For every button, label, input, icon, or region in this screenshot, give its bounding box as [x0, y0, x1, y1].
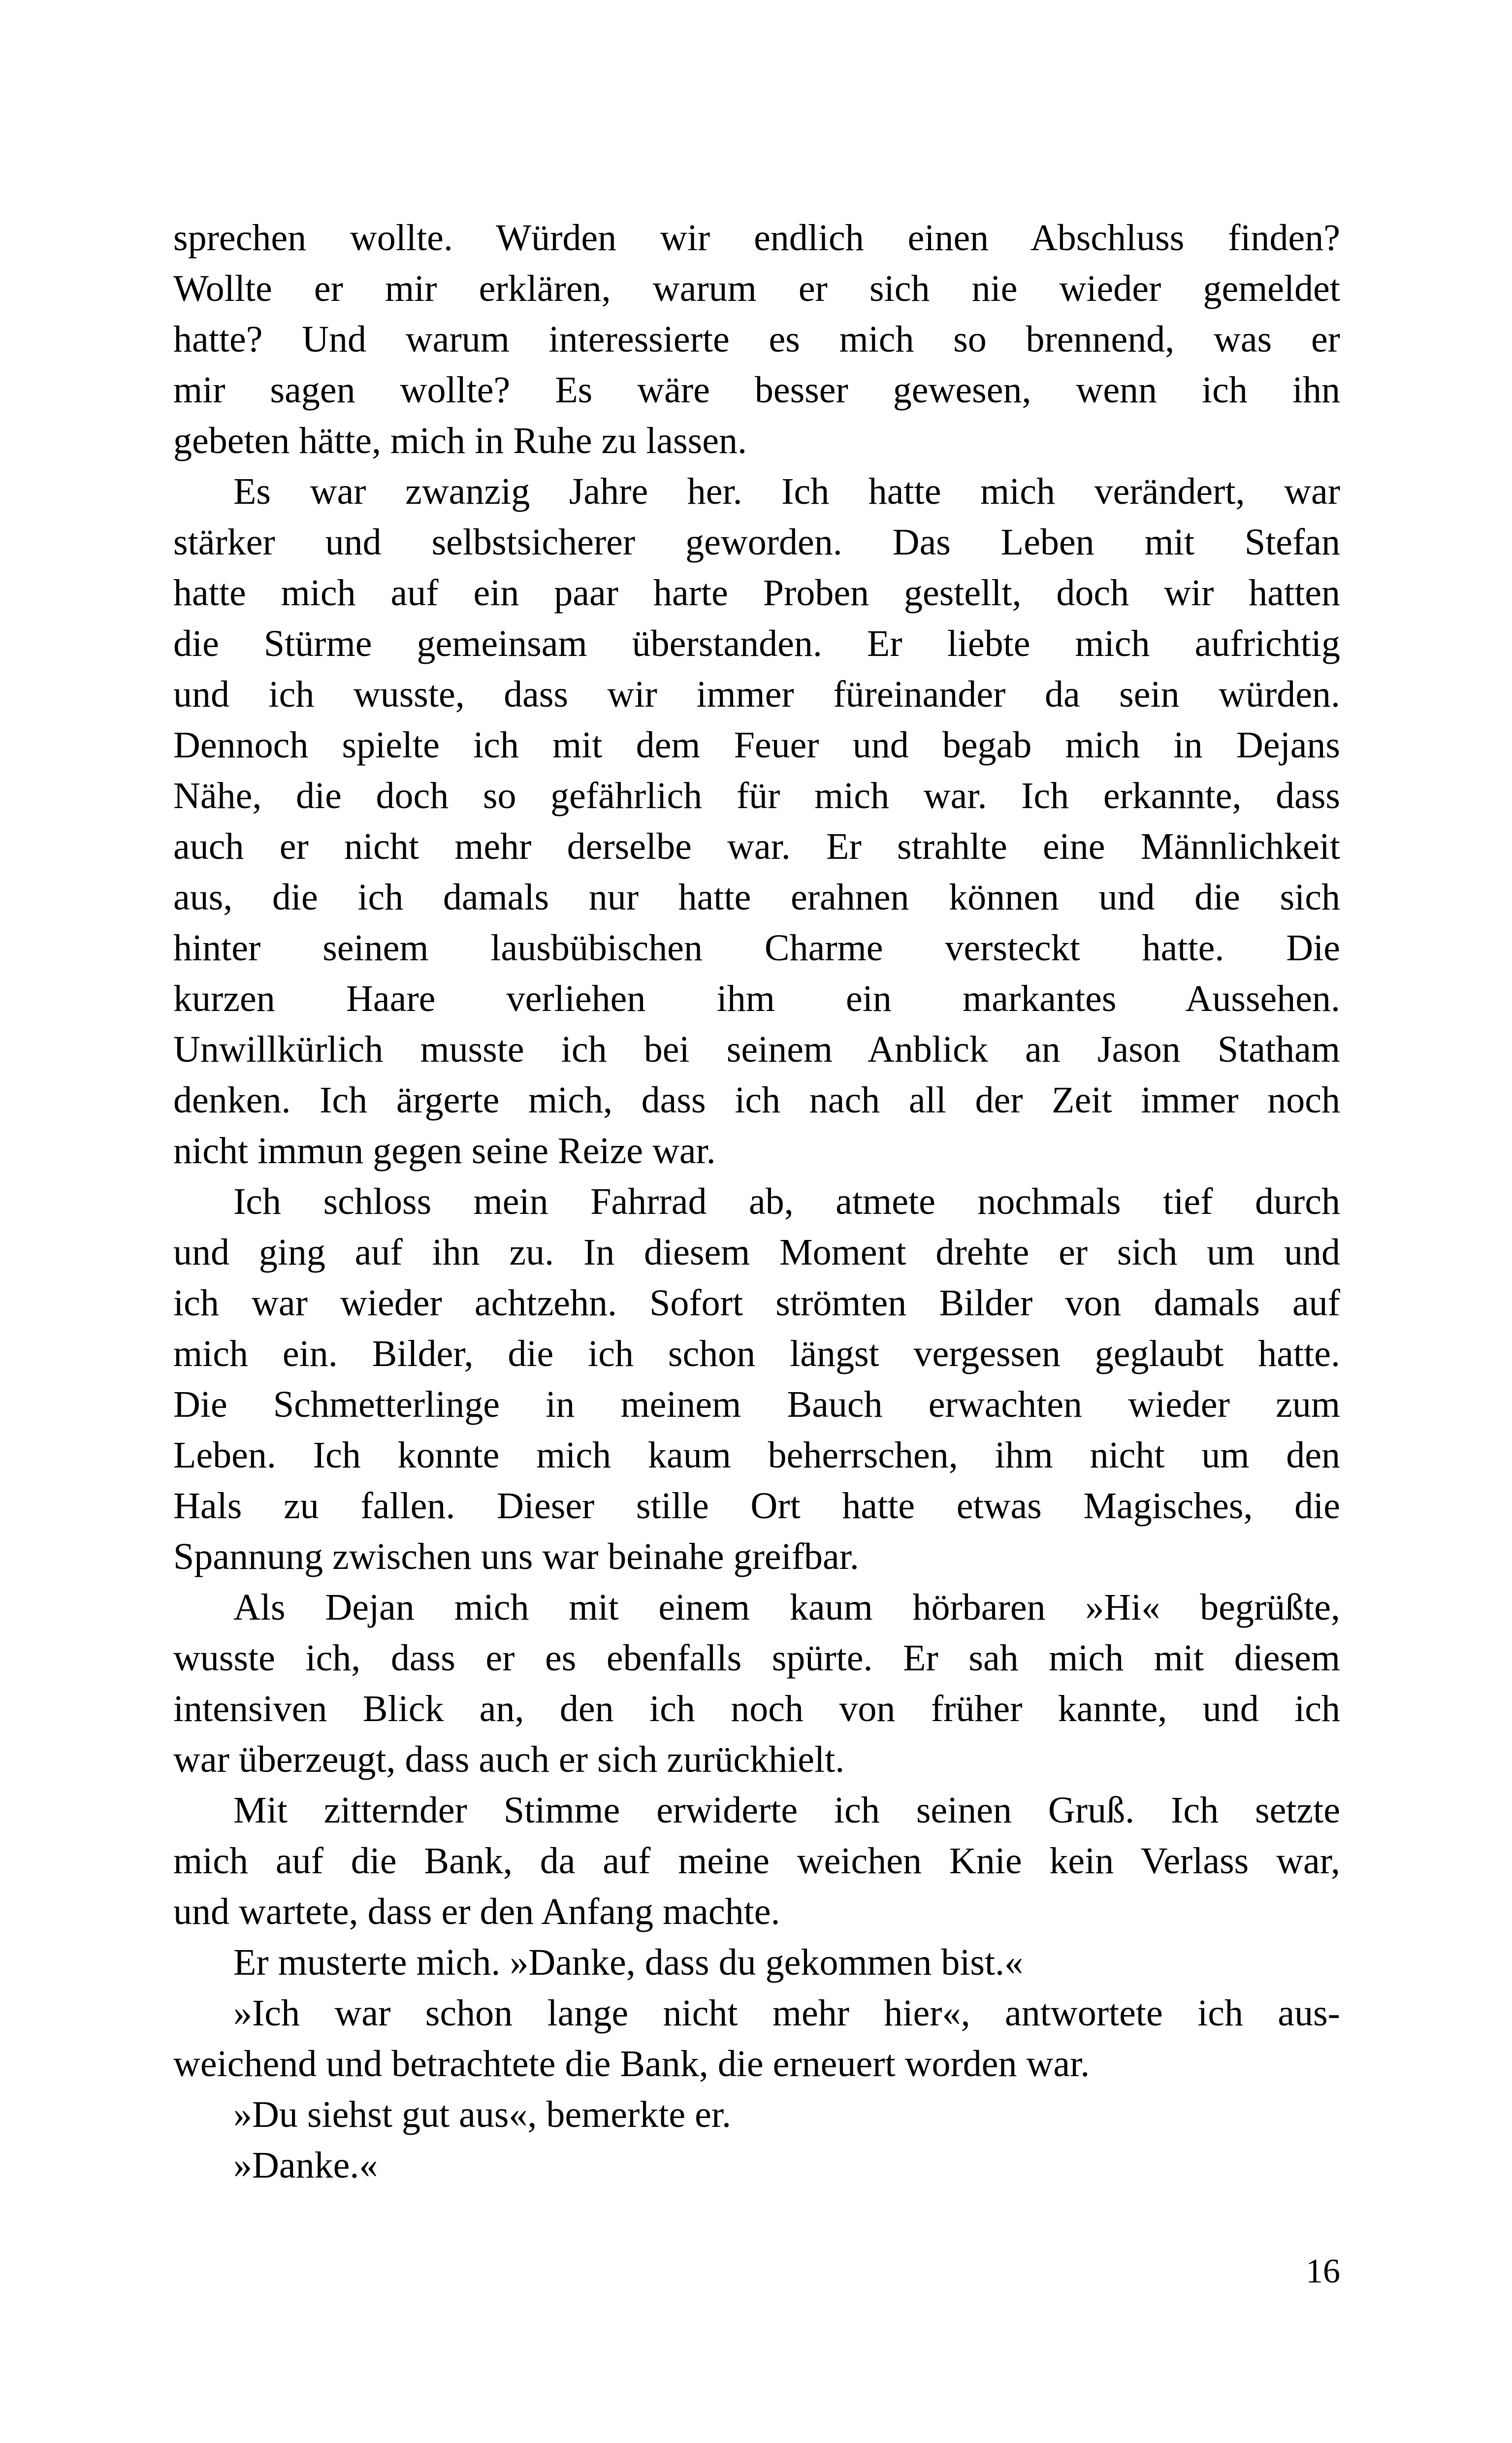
text-line: ich war wieder achtzehn. Sofort strömten Bilder von damals auf: [173, 1282, 1340, 1324]
text-line: die Stürme gemeinsam überstanden. Er liebte mich aufrichtig: [173, 623, 1340, 664]
text-line: mich ein. Bilder, die ich schon längst vergessen geglaubt hatte.: [173, 1333, 1340, 1374]
text-line: Es war zwanzig Jahre her. Ich hatte mich verändert, war: [233, 471, 1340, 512]
text-line: hatte mich auf ein paar harte Proben gestellt, doch wir hatten: [173, 572, 1340, 614]
text-line: hinter seinem lausbübischen Charme versteckt hatte. Die: [173, 927, 1340, 969]
text-line: denken. Ich ärgerte mich, dass ich nach all der Zeit immer noch: [173, 1079, 1340, 1121]
text-line: Als Dejan mich mit einem kaum hörbaren »Hi« begrüßte,: [233, 1587, 1340, 1628]
text-line: Er musterte mich. »Danke, dass du gekommen bist.«: [233, 1942, 1024, 1983]
text-line: sprechen wollte. Würden wir endlich einen Abschluss finden?: [173, 217, 1340, 259]
text-line: »Ich war schon lange nicht mehr hier«, antwortete ich aus-: [233, 1992, 1340, 2034]
text-line: Dennoch spielte ich mit dem Feuer und begab mich in Dejans: [173, 724, 1340, 766]
text-line: kurzen Haare verliehen ihm ein markantes Aussehen.: [173, 978, 1340, 1019]
text-line: nicht immun gegen seine Reize war.: [173, 1130, 716, 1172]
text-line: weichend und betrachtete die Bank, die erneuert worden war.: [173, 2043, 1090, 2085]
text-line: Wollte er mir erklären, warum er sich nie wieder gemeldet: [173, 268, 1340, 309]
text-line: aus, die ich damals nur hatte erahnen können und die sich: [173, 877, 1340, 918]
text-line: stärker und selbstsicherer geworden. Das Leben mit Stefan: [173, 521, 1340, 563]
text-line: Spannung zwischen uns war beinahe greifbar.: [173, 1536, 859, 1577]
text-line: gebeten hätte, mich in Ruhe zu lassen.: [173, 420, 747, 461]
text-line: hatte? Und warum interessierte es mich so brennend, was er: [173, 319, 1340, 360]
text-line: mich auf die Bank, da auf meine weichen Knie kein Verlass war,: [173, 1840, 1340, 1882]
text-line: Unwillkürlich musste ich bei seinem Anblick an Jason Statham: [173, 1029, 1340, 1070]
text-line: mir sagen wollte? Es wäre besser gewesen, wenn ich ihn: [173, 369, 1340, 411]
text-line: Die Schmetterlinge in meinem Bauch erwachten wieder zum: [173, 1384, 1340, 1425]
text-block: [173, 213, 1340, 2191]
text-line: und ich wusste, dass wir immer füreinander da sein würden.: [173, 674, 1340, 715]
text-line: auch er nicht mehr derselbe war. Er strahlte eine Männlichkeit: [173, 826, 1340, 867]
text-line: Ich schloss mein Fahrrad ab, atmete nochmals tief durch: [233, 1181, 1340, 1222]
text-line: intensiven Blick an, den ich noch von früher kannte, und ich: [173, 1688, 1340, 1729]
text-line: Leben. Ich konnte mich kaum beherrschen, ihm nicht um den: [173, 1434, 1340, 1476]
text-line: Mit zitternder Stimme erwiderte ich seinen Gruß. Ich setzte: [233, 1790, 1340, 1831]
text-line: wusste ich, dass er es ebenfalls spürte. Er sah mich mit diesem: [173, 1637, 1340, 1679]
text-line: »Danke.«: [233, 2145, 378, 2186]
text-line: Hals zu fallen. Dieser stille Ort hatte etwas Magisches, die: [173, 1485, 1340, 1527]
text-line: war überzeugt, dass auch er sich zurückhielt.: [173, 1739, 845, 1780]
text-line: und ging auf ihn zu. In diesem Moment drehte er sich um und: [173, 1232, 1340, 1273]
page-number: 16: [1306, 2252, 1340, 2290]
text-line: »Du siehst gut aus«, bemerkte er.: [233, 2094, 732, 2135]
text-line: Nähe, die doch so gefährlich für mich war. Ich erkannte, dass: [173, 775, 1340, 816]
text-line: und wartete, dass er den Anfang machte.: [173, 1891, 780, 1932]
